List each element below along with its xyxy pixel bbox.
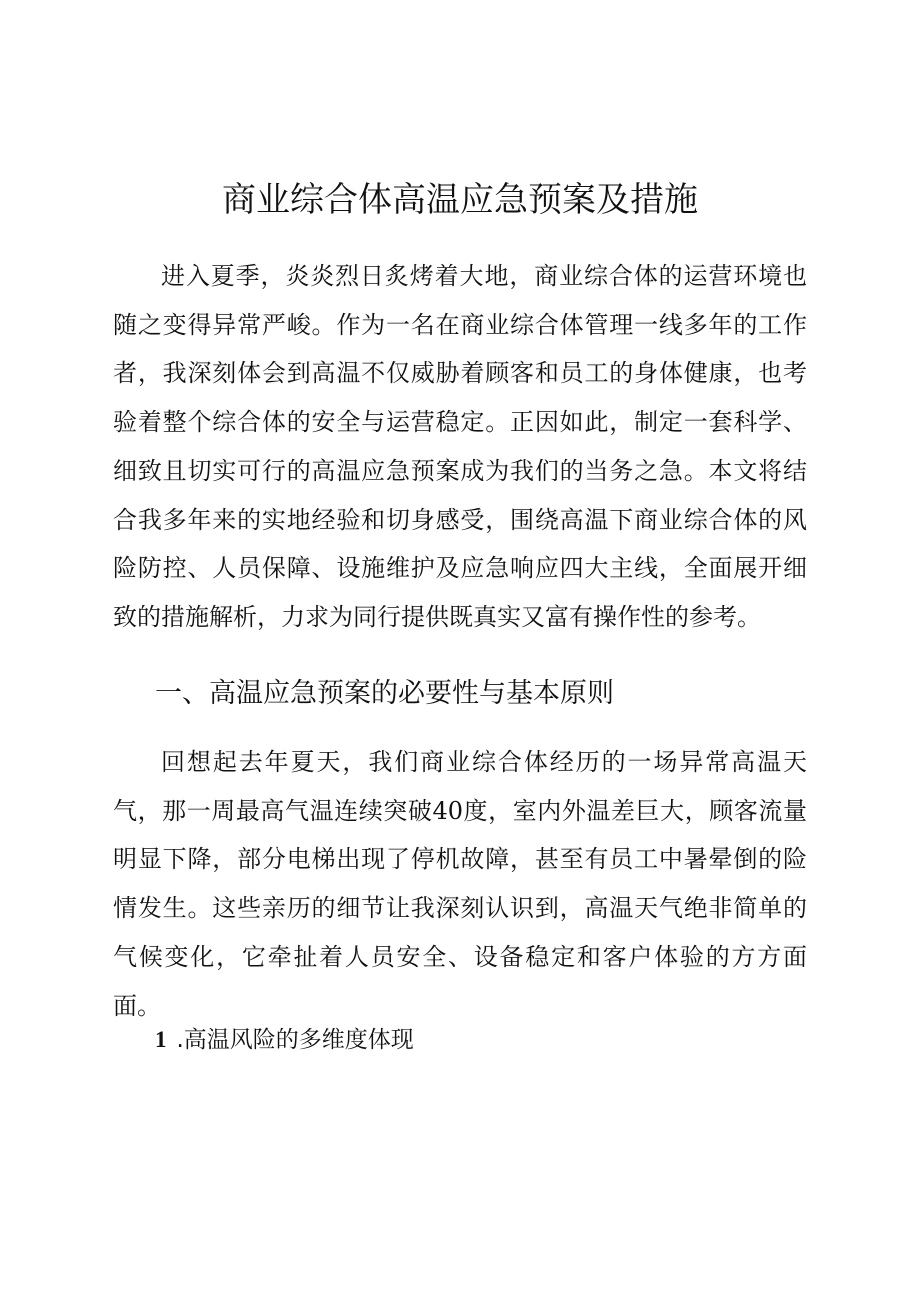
intro-paragraph: 进入夏季，炎炎烈日炙烤着大地，商业综合体的运营环境也随之变得异常严峻。作为一名在商业综合体管理一线多年的工作者，我深刻体会到高温不仅威胁着顾客和员工的身体健康，也考验着整个综合体的安全与运营稳定。正因如此，制定一套科学、细致且切实可行的高温应急预案成为我们的当务之急。本文将结合我多年来的实地经验和切身感受，围绕高温下商业综合体的风险防控、人员保障、设施维护及应急响应四大主线，全面展开细致的措施解析，力求为同行提供既真实又富有操作性的参考。: [113, 262, 807, 631]
subsection-title: .高温风险的多维度体现: [176, 1027, 414, 1053]
section-heading: 一、高温应急预案的必要性与基本原则: [155, 678, 614, 709]
section-paragraph: 回想起去年夏天，我们商业综合体经历的一场异常高温天气，那一周最高气温连续突破40度，室内外温差巨大，顾客流量明显下降，部分电梯出现了停机故障，甚至有员工中暑晕倒的险情发生。这些亲历的细节让我深刻认识到，高温天气绝非简单的气候变化，它牵扯着人员安全、设备稳定和客户体验的方方面面。: [113, 748, 807, 1020]
subsection-heading: [155, 1020, 414, 1060]
subsection-number: 1: [155, 1027, 167, 1052]
document-title: 商业综合体高温应急预案及措施: [222, 180, 698, 220]
